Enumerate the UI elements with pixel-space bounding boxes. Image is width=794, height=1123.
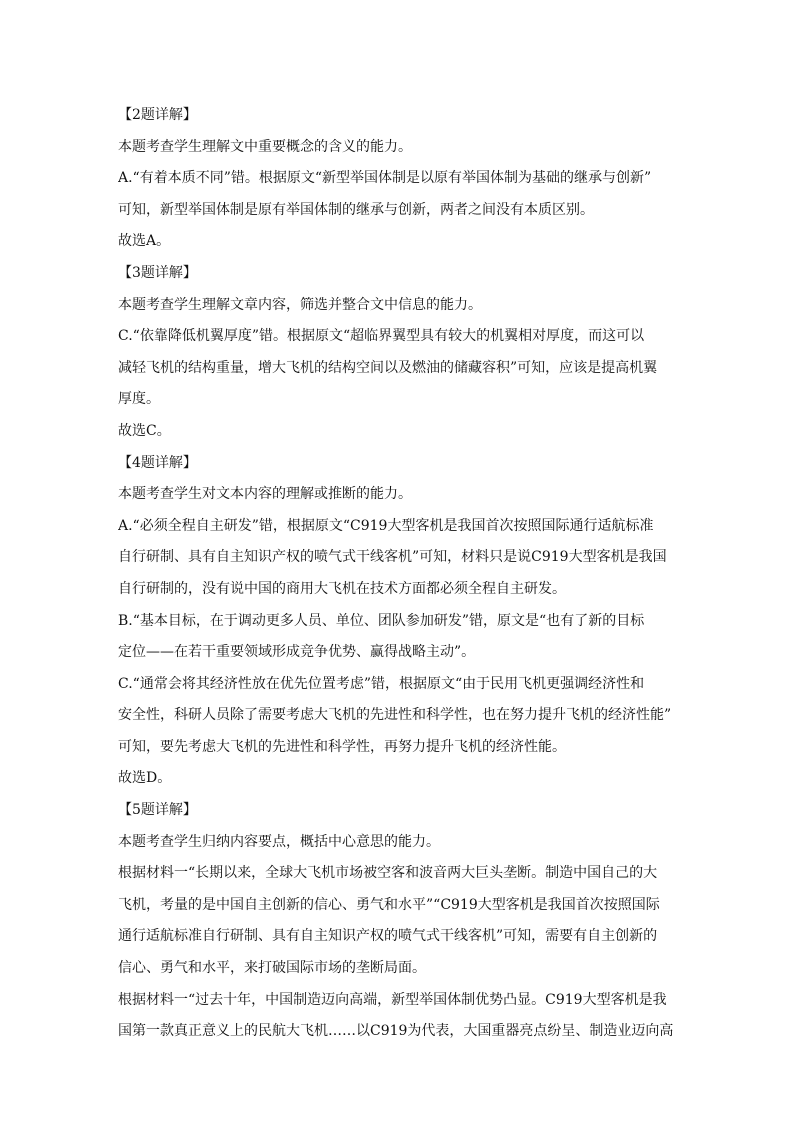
paragraph-line: 根据材料一“长期以来，全球大飞机市场被空客和波音两大巨头垄断。制造中国自己的大 (118, 865, 658, 882)
paragraph-line: 本题考查学生理解文章内容，筛选并整合文中信息的能力。 (118, 296, 482, 313)
paragraph-line: 通行适航标准自行研制、具有自主知识产权的喷气式干线客机”可知，需要有自主创新的 (118, 928, 658, 945)
section-heading-q4: 【4题详解】 (118, 454, 197, 471)
document-page (118, 100, 683, 1048)
paragraph-line: 自行研制、具有自主知识产权的喷气式干线客机”可知，材料只是说C919大型客机是我国 (118, 549, 667, 566)
paragraph-line: A.“必须全程自主研发”错，根据原文“C919大型客机是我国首次按照国际通行适航标准 (118, 517, 654, 534)
paragraph-line: 国第一款真正意义上的民航大飞机……以C919为代表，大国重器亮点纷呈、制造业迈向高 (118, 1023, 674, 1040)
paragraph-line: 安全性，科研人员除了需要考虑大飞机的先进性和科学性，也在努力提升飞机的经济性能” (118, 707, 672, 724)
paragraph-line: 信心、勇气和水平，来打破国际市场的垄断局面。 (118, 960, 426, 977)
section-heading-q3: 【3题详解】 (118, 264, 197, 281)
answer-line: 故选A。 (118, 233, 171, 250)
paragraph-line: C.“依靠降低机翼厚度”错。根据原文“超临界翼型具有较大的机翼相对厚度，而这可以 (118, 328, 645, 345)
paragraph-line: B.“基本目标，在于调动更多人员、单位、团队参加研发”错，原文是“也有了新的目标 (118, 612, 645, 629)
paragraph-line: A.“有着本质不同”错。根据原文“新型举国体制是以原有举国体制为基础的继承与创新” (118, 170, 652, 187)
paragraph-line: 本题考查学生归纳内容要点，概括中心意思的能力。 (118, 833, 440, 850)
paragraph-line: 本题考查学生理解文中重要概念的含义的能力。 (118, 138, 412, 155)
paragraph-line: 可知，新型举国体制是原有举国体制的继承与创新，两者之间没有本质区别。 (118, 201, 594, 218)
section-heading-q5: 【5题详解】 (118, 802, 197, 819)
paragraph-line: C.“通常会将其经济性放在优先位置考虑”错，根据原文“由于民用飞机更强调经济性和 (118, 675, 645, 692)
answer-line: 故选C。 (118, 422, 171, 439)
paragraph-line: 减轻飞机的结构重量，增大飞机的结构空间以及燃油的储藏容积”可知，应该是提高机翼 (118, 359, 658, 376)
answer-line: 故选D。 (118, 770, 172, 787)
paragraph-line: 厚度。 (118, 391, 160, 408)
paragraph-line: 飞机，考量的是中国自主创新的信心、勇气和水平”“C919大型客机是我国首次按照国际 (118, 896, 660, 913)
paragraph-line: 定位——在若干重要领域形成竞争优势、赢得战略主动”。 (118, 644, 476, 661)
paragraph-line: 本题考查学生对文本内容的理解或推断的能力。 (118, 486, 412, 503)
paragraph-line: 可知，要先考虑大飞机的先进性和科学性，再努力提升飞机的经济性能。 (118, 738, 566, 755)
paragraph-line: 自行研制的，没有说中国的商用大飞机在技术方面都必须全程自主研发。 (118, 580, 566, 597)
section-heading-q2: 【2题详解】 (118, 107, 197, 123)
paragraph-line: 根据材料一“过去十年，中国制造迈向高端，新型举国体制优势凸显。C919大型客机是我 (118, 991, 667, 1008)
